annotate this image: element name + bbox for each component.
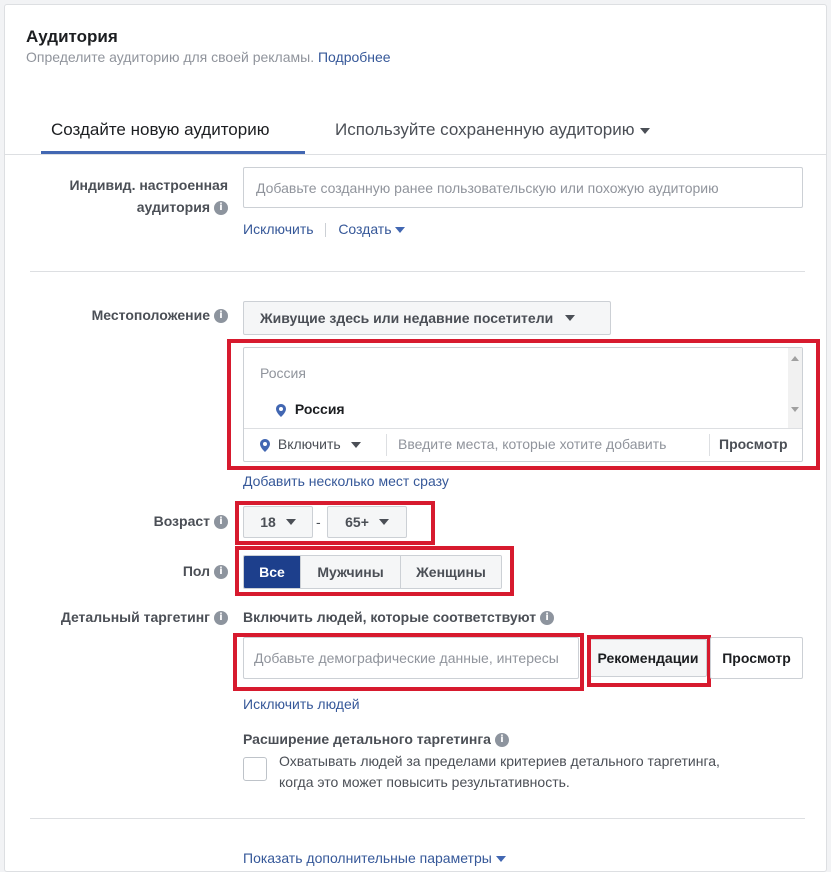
chevron-down-icon bbox=[395, 227, 405, 233]
age-from-value: 18 bbox=[260, 514, 276, 530]
custom-audience-input[interactable] bbox=[243, 167, 803, 208]
expansion-title-wrap bbox=[243, 731, 509, 747]
expansion-line1: Охватывать людей за пределами критериев детального таргетинга, bbox=[279, 753, 720, 769]
info-icon[interactable]: i bbox=[214, 565, 228, 579]
create-link-label: Создать bbox=[338, 221, 392, 237]
custom-audience-label-line2: аудитория bbox=[136, 199, 210, 215]
exclude-link[interactable]: Исключить bbox=[243, 221, 314, 237]
create-link[interactable] bbox=[338, 221, 404, 237]
link-separator bbox=[325, 223, 326, 237]
include-people-text-wrap bbox=[243, 609, 554, 625]
expansion-checkbox[interactable] bbox=[243, 757, 267, 781]
age-separator: - bbox=[316, 514, 321, 530]
info-icon[interactable]: i bbox=[214, 201, 228, 215]
detailed-targeting-label-wrap bbox=[61, 609, 228, 625]
location-browse-button[interactable]: Просмотр bbox=[719, 436, 788, 452]
gender-label: Пол bbox=[182, 563, 210, 579]
expansion-line2: когда это может повысить результативность. bbox=[279, 774, 570, 790]
info-icon[interactable]: i bbox=[495, 733, 509, 747]
expansion-description bbox=[279, 751, 720, 793]
detailed-targeting-label: Детальный таргетинг bbox=[60, 609, 210, 625]
custom-audience-links bbox=[243, 221, 405, 237]
location-country-header: Россия bbox=[260, 365, 306, 381]
section-divider bbox=[30, 271, 805, 272]
chevron-down-icon bbox=[565, 315, 575, 321]
location-label: Местоположение bbox=[91, 307, 210, 323]
suggestions-highlight bbox=[587, 635, 711, 687]
location-label-wrap bbox=[92, 307, 228, 323]
bulk-add-locations-link[interactable]: Добавить несколько мест сразу bbox=[243, 473, 449, 489]
tab-create-new-audience[interactable]: Создайте новую аудиторию bbox=[51, 120, 270, 139]
info-icon[interactable]: i bbox=[214, 309, 228, 323]
custom-audience-label bbox=[69, 174, 228, 218]
show-more-options-label: Показать дополнительные параметры bbox=[243, 850, 492, 866]
chevron-down-icon bbox=[496, 856, 506, 862]
section-subtitle bbox=[26, 49, 391, 65]
suggestions-button[interactable]: Рекомендации bbox=[589, 639, 707, 677]
learn-more-link[interactable]: Подробнее bbox=[317, 49, 391, 65]
info-icon[interactable]: i bbox=[540, 611, 554, 625]
location-type-dropdown[interactable] bbox=[243, 301, 611, 335]
chevron-down-icon bbox=[640, 128, 650, 134]
gender-all-button[interactable]: Все bbox=[244, 556, 301, 588]
age-label-wrap bbox=[154, 513, 228, 529]
gender-men-button[interactable]: Мужчины bbox=[301, 556, 401, 588]
detailed-targeting-placeholder: Добавьте демографические данные, интересы bbox=[254, 650, 559, 666]
tabs-divider bbox=[5, 154, 827, 155]
tab-use-saved-audience[interactable] bbox=[335, 120, 650, 140]
exclude-people-link[interactable]: Исключить людей bbox=[243, 696, 360, 712]
tab-saved-label: Используйте сохраненную аудиторию bbox=[335, 120, 635, 139]
gender-label-wrap bbox=[183, 563, 228, 579]
selected-location-label: Россия bbox=[294, 401, 345, 417]
gender-women-button[interactable]: Женщины bbox=[401, 556, 501, 588]
section-title: Аудитория bbox=[26, 27, 118, 46]
show-more-options-link[interactable] bbox=[243, 850, 506, 866]
expansion-title: Расширение детального таргетинга bbox=[243, 731, 491, 747]
custom-audience-label-line1: Индивид. настроенная bbox=[69, 177, 228, 193]
location-type-label: Живущие здесь или недавние посетители bbox=[260, 310, 554, 326]
include-label: Включить bbox=[277, 436, 341, 452]
location-highlight bbox=[227, 339, 820, 470]
gender-highlight bbox=[235, 546, 514, 596]
age-label: Возраст bbox=[153, 513, 210, 529]
section-divider bbox=[30, 818, 805, 819]
location-search-input[interactable]: Введите места, которые хотите добавить bbox=[398, 436, 667, 452]
info-icon[interactable]: i bbox=[214, 515, 228, 529]
audience-card bbox=[4, 4, 827, 872]
age-to-value: 65+ bbox=[345, 514, 369, 530]
age-highlight bbox=[235, 501, 435, 545]
include-people-text: Включить людей, которые соответствуют bbox=[243, 609, 537, 625]
custom-audience-placeholder: Добавьте созданную ранее пользовательскую или похожую аудиторию bbox=[256, 180, 719, 196]
info-icon[interactable]: i bbox=[214, 611, 228, 625]
subtitle-text: Определите аудиторию для своей рекламы. bbox=[26, 49, 315, 65]
detailed-browse-button[interactable]: Просмотр bbox=[710, 637, 803, 679]
detailed-input-highlight bbox=[233, 633, 584, 691]
custom-audience-label-line2-wrap bbox=[69, 196, 228, 218]
